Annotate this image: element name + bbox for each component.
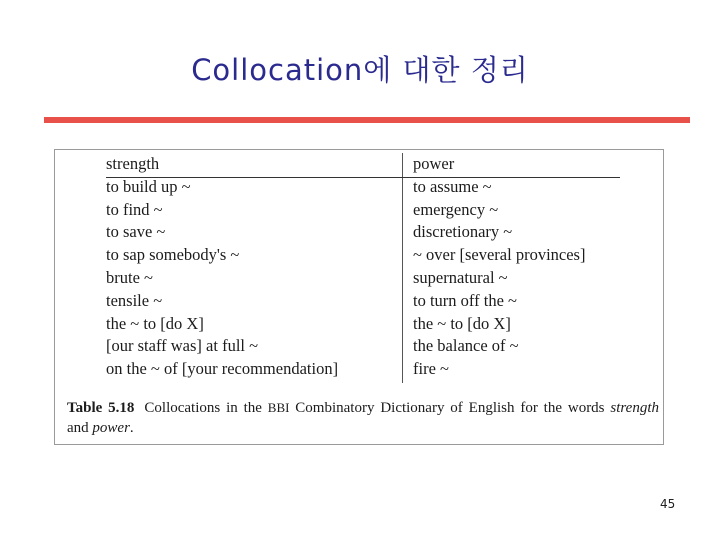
strength-collocation: to save ~ <box>106 222 166 242</box>
strength-collocation: tensile ~ <box>106 290 163 310</box>
page-number: 45 <box>660 497 676 511</box>
caption-label: Table 5.18 <box>67 400 135 416</box>
strength-collocation: to sap somebody's ~ <box>106 245 240 265</box>
power-collocation: the balance of ~ <box>413 336 519 356</box>
table-caption <box>67 398 659 438</box>
power-collocation: to turn off the ~ <box>413 290 517 310</box>
caption-text: Collocations in the <box>144 400 268 416</box>
slide-title: Collocation에 대한 정리 <box>191 53 529 87</box>
caption-text: . <box>129 420 134 436</box>
power-collocation: to assume ~ <box>413 176 492 196</box>
power-collocation: discretionary ~ <box>413 222 513 242</box>
strength-collocation: the ~ to [do X] <box>106 313 204 333</box>
power-collocation: ~ over [several provinces] <box>413 245 586 265</box>
column-header-strength: strength <box>106 154 160 173</box>
column-divider <box>402 153 403 383</box>
caption-word-power: power <box>92 420 130 436</box>
power-collocation: the ~ to [do X] <box>413 313 511 333</box>
strength-collocation: brute ~ <box>106 267 153 287</box>
power-column <box>413 153 585 381</box>
caption-text: Combinatory Dictionary of English for the words <box>289 400 611 416</box>
strength-column <box>106 153 338 381</box>
collocation-table-figure <box>54 149 664 445</box>
strength-collocation: [our staff was] at full ~ <box>106 336 259 356</box>
strength-collocation: to build up ~ <box>106 176 191 196</box>
caption-text: and <box>67 420 93 436</box>
power-collocation: supernatural ~ <box>413 267 508 287</box>
caption-abbrev: BBI <box>267 400 290 415</box>
column-header-power: power <box>413 154 455 173</box>
power-collocation: fire ~ <box>413 359 449 379</box>
title-divider <box>44 117 690 123</box>
power-collocation: emergency ~ <box>413 199 499 219</box>
caption-word-strength: strength <box>610 400 659 416</box>
strength-collocation: on the ~ of [your recommendation] <box>106 359 339 379</box>
strength-collocation: to find ~ <box>106 199 163 219</box>
